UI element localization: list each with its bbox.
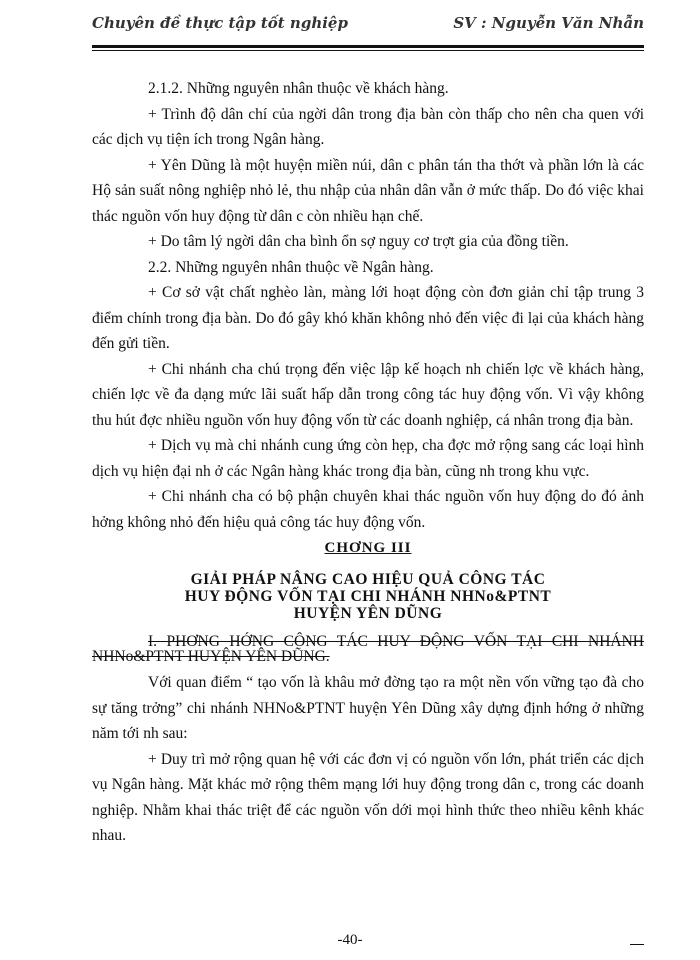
- header-left-title: Chuyên đề thực tập tốt nghiệp: [92, 14, 348, 32]
- paragraph: 2.1.2. Những nguyên nhân thuộc về khách hàng.: [148, 80, 449, 97]
- paragraph: + Do tâm lý ngời dân cha bình ổn sợ nguy cơ trợt gia của đồng tiền.: [148, 233, 569, 250]
- document-body: [92, 76, 644, 849]
- section-heading: I. PHƠNG HỚNG CÔNG TÁC HUY ĐỘNG VỐN TẠI CHI NHÁNH NHNo&PTNT HUYỆN YÊN DŨNG.: [92, 633, 644, 665]
- paragraph: + Dịch vụ mà chi nhánh cung ứng còn hẹp, cha đợc mở rộng sang các loại hình dịch vụ hiện đại nh ở các Ngân hàng khác trong địa bàn, cũng nh trong khu vực.: [92, 437, 644, 480]
- chapter-title-line: HUY ĐỘNG VỐN TẠI CHI NHÁNH NHNo&PTNT: [184, 588, 552, 605]
- paragraph: + Yên Dũng là một huyện miền núi, dân c phân tán tha thớt và phần lớn là các Hộ sản suất nông nghiệp nhỏ lẻ, thu nhập của nhân dân vẫn ở mức thấp. Do đó việc khai thác nguồn vốn huy động từ dân c còn nhiều hạn chế.: [92, 156, 644, 225]
- chapter-title: [92, 571, 644, 622]
- page-header: [92, 14, 644, 32]
- header-right-author: SV : Nguyễn Văn Nhẫn: [453, 14, 644, 32]
- paragraph: + Chi nhánh cha chú trọng đến việc lập kế hoạch nh chiến lợc về khách hàng, chiến lợc về đa dạng mức lãi suất hấp dẫn trong công tác huy động vốn. Vì vậy không thu hút đợc nhiều nguồn vốn huy động vốn từ các doanh nghiệp, cá nhân trong địa bàn.: [92, 360, 644, 429]
- header-rule-thin: [92, 50, 644, 51]
- paragraph: + Duy trì mở rộng quan hệ với các đơn vị có nguồn vốn lớn, phát triển các dịch vụ Ngân hàng. Mặt khác mở rộng thêm mạng lới huy động trong dân c, trong các doanh nghiệp. Nhằm khai thác triệt để các nguồn vốn dới mọi hình thức theo nhiều kênh khác nhau.: [92, 750, 644, 844]
- paragraph: 2.2. Những nguyên nhân thuộc về Ngân hàng.: [148, 258, 434, 276]
- chapter-title-line: HUYỆN YÊN DŨNG: [293, 605, 443, 622]
- header-rule-thick: [92, 45, 644, 48]
- chapter-label: CHƠNG III: [324, 540, 412, 556]
- chapter-title-line: GIẢI PHÁP NÂNG CAO HIỆU QUẢ CÔNG TÁC: [190, 571, 546, 588]
- paragraph: + Chi nhánh cha có bộ phận chuyên khai thác nguồn vốn huy động do đó ảnh hởng không nhỏ đến hiệu quả công tác huy động vốn.: [92, 488, 644, 531]
- page-number: -40-: [337, 932, 363, 948]
- paragraph: + Trình độ dân chí của ngời dân trong địa bàn còn thấp cho nên cha quen với các dịch vụ tiện ích trong Ngân hàng.: [92, 105, 644, 148]
- footer-dash: [630, 944, 644, 945]
- paragraph: + Cơ sở vật chất nghèo làn, màng lới hoạt động còn đơn giản chỉ tập trung 3 điểm chính trong địa bàn. Do đó gây khó khăn không nhỏ đến việc đi lại của khách hàng đến gửi tiền.: [92, 284, 644, 352]
- paragraph: Với quan điểm “ tạo vốn là khâu mở đờng tạo ra một nền vốn vững tạo đà cho sự tăng trởng” chi nhánh NHNo&PTNT huyện Yên Dũng xây dựng định hớng ở những năm tới nh sau:: [92, 674, 644, 742]
